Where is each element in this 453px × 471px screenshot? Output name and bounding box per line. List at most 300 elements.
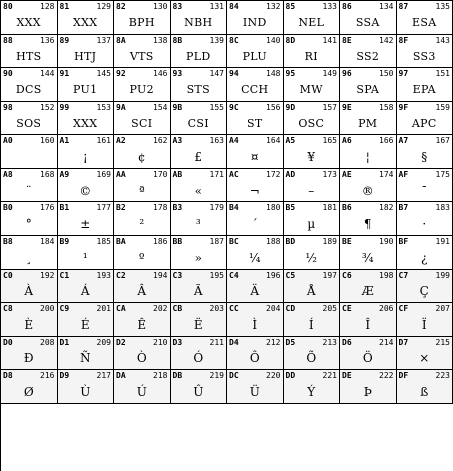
hex-code: CE [342, 304, 352, 314]
char-cell [58, 1, 115, 35]
glyph: Ò [136, 351, 147, 366]
glyph: PU2 [129, 83, 154, 97]
decimal-code: 210 [153, 337, 168, 347]
char-cell [340, 35, 397, 69]
hex-code: A8 [3, 169, 13, 179]
decimal-code: 182 [379, 203, 394, 213]
glyph: OSC [298, 116, 325, 130]
hex-code: 9C [229, 102, 239, 112]
decimal-code: 209 [96, 337, 111, 347]
hex-code: DD [285, 371, 296, 381]
char-cell [114, 303, 171, 337]
decimal-code: 171 [209, 169, 224, 179]
decimal-code: 194 [153, 270, 168, 280]
decimal-code: 142 [379, 35, 394, 45]
glyph: £ [194, 150, 203, 165]
char-cell [397, 337, 453, 371]
char-cell [171, 270, 228, 304]
glyph: Ð [23, 351, 34, 366]
hex-code: D0 [3, 337, 13, 347]
char-cell [171, 1, 228, 35]
glyph: PLD [186, 49, 211, 63]
hex-code: DC [229, 371, 239, 381]
glyph: IND [242, 16, 267, 30]
char-cell [227, 202, 284, 236]
decimal-code: 217 [96, 371, 111, 381]
glyph: µ [307, 217, 316, 232]
decimal-code: 214 [379, 337, 394, 347]
glyph: § [421, 150, 428, 165]
hex-code: BC [229, 237, 239, 246]
hex-code: C5 [285, 270, 296, 280]
decimal-code: 208 [40, 337, 55, 347]
glyph: Ö [362, 351, 373, 366]
decimal-code: 152 [40, 102, 55, 112]
glyph: – [308, 183, 315, 198]
glyph: Ï [421, 317, 427, 332]
char-cell [114, 370, 171, 404]
hex-code: AB [172, 169, 183, 179]
glyph: VTS [129, 49, 154, 63]
glyph: Õ [306, 351, 317, 366]
char-cell [114, 102, 171, 136]
glyph: Û [193, 385, 204, 400]
decimal-code: 134 [379, 2, 394, 11]
glyph: ¤ [250, 150, 259, 165]
glyph: ´ [251, 217, 258, 232]
glyph: NEL [298, 16, 325, 30]
char-cell [58, 236, 115, 270]
hex-code: DF [398, 371, 409, 381]
glyph: NBH [184, 16, 213, 30]
hex-code: 91 [59, 69, 70, 79]
glyph: É [80, 317, 90, 332]
hex-code: BD [285, 237, 296, 246]
decimal-code: 212 [266, 337, 281, 347]
hex-code: 9B [172, 102, 183, 112]
glyph: ª [138, 183, 145, 198]
hex-code: 8D [285, 35, 296, 45]
decimal-code: 180 [266, 203, 281, 213]
char-cell [397, 169, 453, 203]
char-cell [114, 35, 171, 69]
char-cell [397, 102, 453, 136]
glyph: XXX [16, 16, 41, 30]
glyph: XXX [73, 116, 98, 130]
char-cell [284, 303, 341, 337]
hex-code: A9 [59, 169, 70, 179]
decimal-code: 202 [153, 304, 168, 314]
decimal-code: 204 [266, 304, 281, 314]
glyph: ¥ [307, 150, 316, 165]
glyph: PM [358, 116, 378, 130]
glyph: ¢ [137, 150, 146, 165]
hex-code: A0 [3, 136, 13, 146]
decimal-code: 176 [40, 203, 55, 213]
char-cell [58, 270, 115, 304]
decimal-code: 181 [322, 203, 337, 213]
hex-code: 86 [342, 2, 352, 11]
decimal-code: 157 [322, 102, 337, 112]
glyph: SS3 [412, 49, 436, 63]
char-cell [284, 236, 341, 270]
char-cell [284, 370, 341, 404]
decimal-code: 218 [153, 371, 168, 381]
char-cell [58, 68, 115, 102]
glyph: ¨ [25, 183, 32, 198]
char-cell [397, 270, 453, 304]
hex-code: A3 [172, 136, 183, 146]
hex-code: 85 [285, 2, 296, 11]
decimal-code: 221 [322, 371, 337, 381]
glyph: ® [361, 183, 374, 198]
decimal-code: 129 [96, 2, 111, 11]
glyph: CCH [241, 83, 269, 97]
decimal-code: 147 [209, 69, 224, 79]
hex-code: D2 [116, 337, 126, 347]
char-cell [340, 169, 397, 203]
glyph: « [194, 183, 202, 198]
hex-code: AD [285, 169, 296, 179]
hex-code: CF [398, 304, 409, 314]
glyph: XXX [73, 16, 98, 30]
glyph: · [422, 217, 427, 232]
char-cell [227, 135, 284, 169]
hex-code: D6 [342, 337, 352, 347]
glyph: PLU [242, 49, 267, 63]
glyph: ß [420, 385, 429, 400]
char-cell [114, 236, 171, 270]
hex-code: D4 [229, 337, 239, 347]
hex-code: 9E [342, 102, 352, 112]
char-cell [340, 68, 397, 102]
char-cell [340, 270, 397, 304]
decimal-code: 168 [40, 169, 55, 179]
decimal-code: 175 [435, 169, 450, 179]
decimal-code: 200 [40, 304, 55, 314]
decimal-code: 173 [322, 169, 337, 179]
decimal-code: 141 [322, 35, 337, 45]
hex-code: CA [116, 304, 126, 314]
decimal-code: 153 [96, 102, 111, 112]
char-cell [1, 270, 58, 304]
decimal-code: 216 [40, 371, 55, 381]
char-cell [171, 303, 228, 337]
char-cell [114, 202, 171, 236]
char-cell [227, 337, 284, 371]
decimal-code: 222 [379, 371, 394, 381]
hex-code: 80 [3, 2, 13, 11]
hex-code: A6 [342, 136, 352, 146]
hex-code: A1 [59, 136, 70, 146]
decimal-code: 169 [96, 169, 111, 179]
hex-code: 84 [229, 2, 239, 11]
decimal-code: 136 [40, 35, 55, 45]
glyph: º [138, 250, 145, 265]
decimal-code: 189 [322, 237, 337, 246]
hex-code: DE [342, 371, 352, 381]
decimal-code: 193 [96, 270, 111, 280]
glyph: Ã [193, 284, 203, 299]
decimal-code: 144 [40, 69, 55, 79]
decimal-code: 158 [379, 102, 394, 112]
glyph: ¹ [82, 250, 88, 265]
glyph: ¸ [25, 250, 32, 265]
char-cell [1, 169, 58, 203]
glyph: BPH [128, 16, 155, 30]
hex-code: 9F [398, 102, 409, 112]
glyph: ¯ [421, 183, 428, 198]
glyph: ¦ [365, 150, 370, 165]
hex-code: AA [116, 169, 126, 179]
char-cell [397, 68, 453, 102]
char-cell [1, 35, 58, 69]
char-cell [171, 169, 228, 203]
glyph: SS2 [356, 49, 380, 63]
char-cell [58, 35, 115, 69]
hex-code: B2 [116, 203, 126, 213]
hex-code: 98 [3, 102, 13, 112]
decimal-code: 148 [266, 69, 281, 79]
char-cell [58, 102, 115, 136]
char-cell [227, 169, 284, 203]
glyph: Å [306, 284, 316, 299]
decimal-code: 179 [209, 203, 224, 213]
decimal-code: 146 [153, 69, 168, 79]
hex-code: CB [172, 304, 183, 314]
decimal-code: 133 [322, 2, 337, 11]
hex-code: C1 [59, 270, 70, 280]
decimal-code: 149 [322, 69, 337, 79]
decimal-code: 197 [322, 270, 337, 280]
decimal-code: 174 [379, 169, 394, 179]
char-cell [397, 135, 453, 169]
char-cell [114, 68, 171, 102]
glyph: È [24, 317, 34, 332]
glyph: Ç [419, 284, 429, 299]
glyph: Ê [137, 317, 147, 332]
decimal-code: 178 [153, 203, 168, 213]
decimal-code: 184 [40, 237, 55, 246]
hex-code: 96 [342, 69, 352, 79]
decimal-code: 132 [266, 2, 281, 11]
char-cell [227, 303, 284, 337]
decimal-code: 206 [379, 304, 394, 314]
char-cell [58, 135, 115, 169]
hex-code: 8A [116, 35, 126, 45]
char-cell [171, 370, 228, 404]
hex-code: 83 [172, 2, 183, 11]
char-cell [340, 337, 397, 371]
decimal-code: 164 [266, 136, 281, 146]
glyph: SOS [16, 116, 42, 130]
hex-code: A4 [229, 136, 239, 146]
hex-code: D8 [3, 371, 13, 381]
glyph: ¶ [363, 217, 372, 232]
hex-code: D5 [285, 337, 296, 347]
hex-code: AE [342, 169, 352, 179]
char-cell [397, 202, 453, 236]
glyph: HTJ [74, 49, 97, 63]
char-cell [227, 35, 284, 69]
hex-code: B0 [3, 203, 13, 213]
decimal-code: 135 [435, 2, 450, 11]
hex-code: B5 [285, 203, 296, 213]
glyph: SCI [131, 116, 153, 130]
hex-code: C3 [172, 270, 183, 280]
hex-code: BE [342, 237, 352, 246]
glyph: À [24, 284, 34, 299]
char-cell [1, 337, 58, 371]
hex-code: BB [172, 237, 183, 246]
hex-code: A2 [116, 136, 126, 146]
char-cell [397, 370, 453, 404]
decimal-code: 195 [209, 270, 224, 280]
glyph: DCS [15, 83, 42, 97]
glyph: Þ [363, 385, 372, 400]
char-cell [171, 68, 228, 102]
glyph: SPA [356, 83, 380, 97]
decimal-code: 128 [40, 2, 55, 11]
glyph: ¬ [249, 183, 260, 198]
char-cell [340, 303, 397, 337]
char-cell [397, 236, 453, 270]
decimal-code: 199 [435, 270, 450, 280]
hex-code: B7 [398, 203, 409, 213]
decimal-code: 192 [40, 270, 55, 280]
glyph: MW [299, 83, 323, 97]
hex-code: D1 [59, 337, 70, 347]
char-cell [284, 169, 341, 203]
hex-code: 92 [116, 69, 126, 79]
decimal-code: 166 [379, 136, 394, 146]
decimal-code: 196 [266, 270, 281, 280]
decimal-code: 130 [153, 2, 168, 11]
char-cell [340, 370, 397, 404]
char-cell [1, 303, 58, 337]
glyph: ³ [195, 217, 201, 232]
glyph: STS [186, 83, 210, 97]
decimal-code: 131 [209, 2, 224, 11]
char-cell [284, 35, 341, 69]
decimal-code: 137 [96, 35, 111, 45]
char-cell [114, 337, 171, 371]
char-cell [171, 35, 228, 69]
char-cell [171, 102, 228, 136]
hex-code: 99 [59, 102, 70, 112]
hex-code: 9D [285, 102, 296, 112]
hex-code: 8E [342, 35, 352, 45]
char-cell [114, 270, 171, 304]
decimal-code: 167 [435, 136, 450, 146]
char-cell [227, 1, 284, 35]
glyph: Ù [80, 385, 91, 400]
hex-code: AC [229, 169, 239, 179]
hex-code: 8B [172, 35, 183, 45]
char-cell [340, 102, 397, 136]
glyph: SSA [355, 16, 380, 30]
decimal-code: 205 [322, 304, 337, 314]
hex-code: 97 [398, 69, 409, 79]
char-cell [114, 1, 171, 35]
decimal-code: 165 [322, 136, 337, 146]
glyph: Í [308, 317, 314, 332]
char-cell [340, 236, 397, 270]
hex-code: 90 [3, 69, 13, 79]
hex-code: 95 [285, 69, 296, 79]
glyph: ± [80, 217, 91, 232]
glyph [1, 146, 57, 168]
char-cell [340, 1, 397, 35]
hex-code: BA [116, 237, 126, 246]
char-cell [340, 202, 397, 236]
char-cell [227, 68, 284, 102]
hex-code: 93 [172, 69, 183, 79]
glyph: ¿ [421, 250, 428, 265]
char-cell [1, 202, 58, 236]
hex-code: DA [116, 371, 126, 381]
char-cell [58, 169, 115, 203]
decimal-code: 191 [435, 237, 450, 246]
decimal-code: 160 [40, 136, 55, 146]
char-cell [58, 337, 115, 371]
glyph: PU1 [73, 83, 98, 97]
char-cell [284, 102, 341, 136]
glyph: ST [247, 116, 263, 130]
glyph: ° [25, 217, 32, 232]
char-cell [397, 303, 453, 337]
glyph: Î [365, 317, 371, 332]
decimal-code: 220 [266, 371, 281, 381]
char-cell [284, 337, 341, 371]
hex-code: 89 [59, 35, 70, 45]
char-cell [284, 202, 341, 236]
char-cell [397, 1, 453, 35]
char-cell [284, 270, 341, 304]
hex-code: 94 [229, 69, 239, 79]
char-cell [1, 68, 58, 102]
char-cell [227, 270, 284, 304]
char-cell [1, 370, 58, 404]
decimal-code: 187 [209, 237, 224, 246]
glyph: Á [80, 284, 90, 299]
decimal-code: 150 [379, 69, 394, 79]
glyph: CSI [187, 116, 209, 130]
char-cell [284, 68, 341, 102]
decimal-code: 211 [209, 337, 224, 347]
hex-code: B8 [3, 237, 13, 246]
glyph: Ñ [80, 351, 91, 366]
hex-code: CD [285, 304, 296, 314]
char-cell [58, 370, 115, 404]
decimal-code: 215 [435, 337, 450, 347]
hex-code: C9 [59, 304, 70, 314]
char-cell [227, 236, 284, 270]
glyph: Ì [252, 317, 258, 332]
char-cell [1, 1, 58, 35]
char-cell [284, 135, 341, 169]
hex-code: 87 [398, 2, 409, 11]
glyph: EPA [412, 83, 436, 97]
decimal-code: 138 [153, 35, 168, 45]
hex-code: B3 [172, 203, 183, 213]
hex-code: B9 [59, 237, 70, 246]
glyph: ¡ [82, 150, 88, 165]
decimal-code: 190 [379, 237, 394, 246]
hex-code: D9 [59, 371, 70, 381]
hex-code: CC [229, 304, 239, 314]
hex-code: 8F [398, 35, 409, 45]
